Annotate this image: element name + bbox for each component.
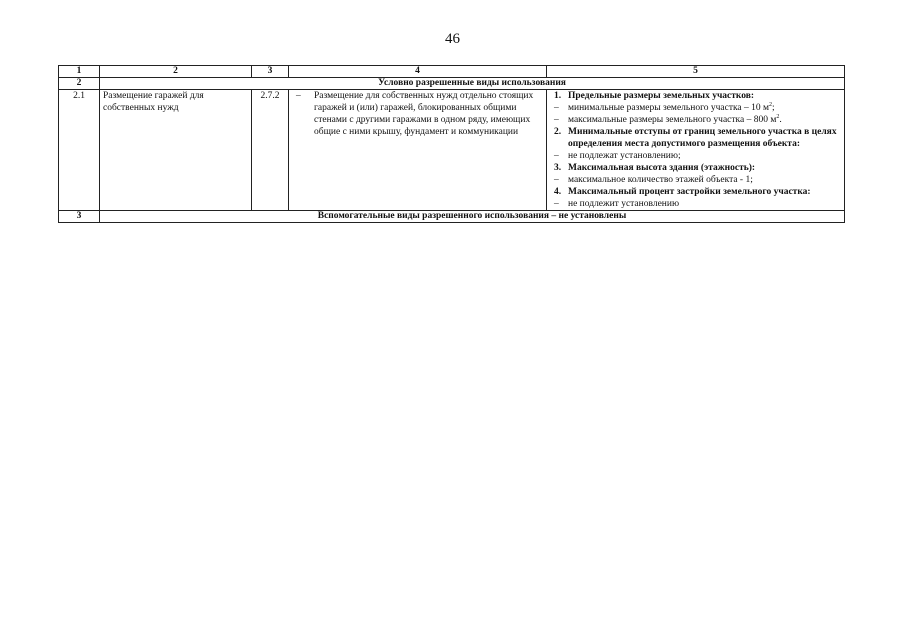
parameter-text-main: не подлежит установлению [568, 199, 680, 209]
parameter-text [568, 102, 841, 114]
header-cell-4: 4 [289, 66, 547, 78]
table-row [59, 90, 845, 211]
parameter-mark: 4. [554, 187, 562, 197]
header-cell-2: 2 [100, 66, 252, 78]
parameter-mark: 2. [554, 127, 562, 137]
parameter-heading [554, 90, 841, 102]
parameter-item [554, 102, 841, 114]
parameter-mark: – [554, 175, 559, 185]
parameter-item [554, 150, 841, 162]
header-cell-5: 5 [547, 66, 845, 78]
parameter-unit-superscript: 2 [769, 101, 773, 108]
parameter-mark: – [554, 103, 559, 113]
parameter-text [568, 114, 841, 126]
parameter-text-main: максимальное количество этажей объекта - 1; [568, 175, 753, 185]
parameter-text [568, 186, 841, 198]
parameters-list [550, 90, 841, 210]
page-number: 46 [445, 31, 460, 47]
parameter-text-tail: ; [772, 103, 775, 113]
parameter-text [568, 126, 841, 150]
parameter-text-main: Предельные размеры земельных участков: [568, 91, 755, 101]
section-row-auxiliary [59, 211, 845, 223]
table-header-row [59, 66, 845, 78]
parameter-item [554, 174, 841, 186]
header-cell-1: 1 [59, 66, 100, 78]
section-number: 3 [59, 211, 100, 223]
parameter-text [568, 174, 841, 186]
parameter-text-main: минимальные размеры земельного участка – 10 м [568, 103, 770, 113]
parameter-text [568, 162, 841, 174]
parameter-mark: 1. [554, 91, 562, 101]
parameter-text-main: Максимальная высота здания (этажность): [568, 163, 756, 173]
parameter-mark: – [554, 151, 559, 161]
parameter-text [568, 150, 841, 162]
parameter-heading [554, 162, 841, 174]
header-cell-3: 3 [252, 66, 289, 78]
parameter-mark: – [554, 199, 559, 209]
description-text: Размещение для собственных нужд отдельно стоящих гаражей и (или) гаражей, блокированных общими стенами с другими гаражами в одном ряду, имеющих общие с ними крышу, фундамент и коммуникации [314, 91, 534, 137]
section-title: Условно разрешенные виды использования [100, 78, 845, 90]
parameter-mark: – [554, 115, 559, 125]
row-id: 2.1 [59, 90, 100, 211]
section-row-conditional [59, 78, 845, 90]
parameter-text [568, 90, 841, 102]
parameter-mark: 3. [554, 163, 562, 173]
section-number: 2 [59, 78, 100, 90]
parameter-text-main: Максимальный процент застройки земельного участка: [568, 187, 811, 197]
parameter-text-tail: . [779, 115, 782, 125]
parameter-item [554, 114, 841, 126]
parameter-text-main: не подлежат установлению; [568, 151, 681, 161]
row-description [289, 90, 547, 211]
row-parameters [547, 90, 845, 211]
section-title: Вспомогательные виды разрешенного использования – не установлены [100, 211, 845, 223]
parameter-heading [554, 186, 841, 198]
parameter-text [568, 198, 841, 210]
parameter-text-main: максимальные размеры земельного участка – 800 м [568, 115, 777, 125]
land-use-table [58, 65, 845, 223]
row-name: Размещение гаражей для собственных нужд [100, 90, 252, 211]
parameter-item [554, 198, 841, 210]
parameter-heading [554, 126, 841, 150]
parameter-text-main: Минимальные отступы от границ земельного участка в целях определения места допустимого размещения объекта: [568, 127, 837, 149]
description-dash: – [296, 91, 301, 101]
parameter-unit-superscript: 2 [776, 113, 780, 120]
row-code: 2.7.2 [252, 90, 289, 211]
